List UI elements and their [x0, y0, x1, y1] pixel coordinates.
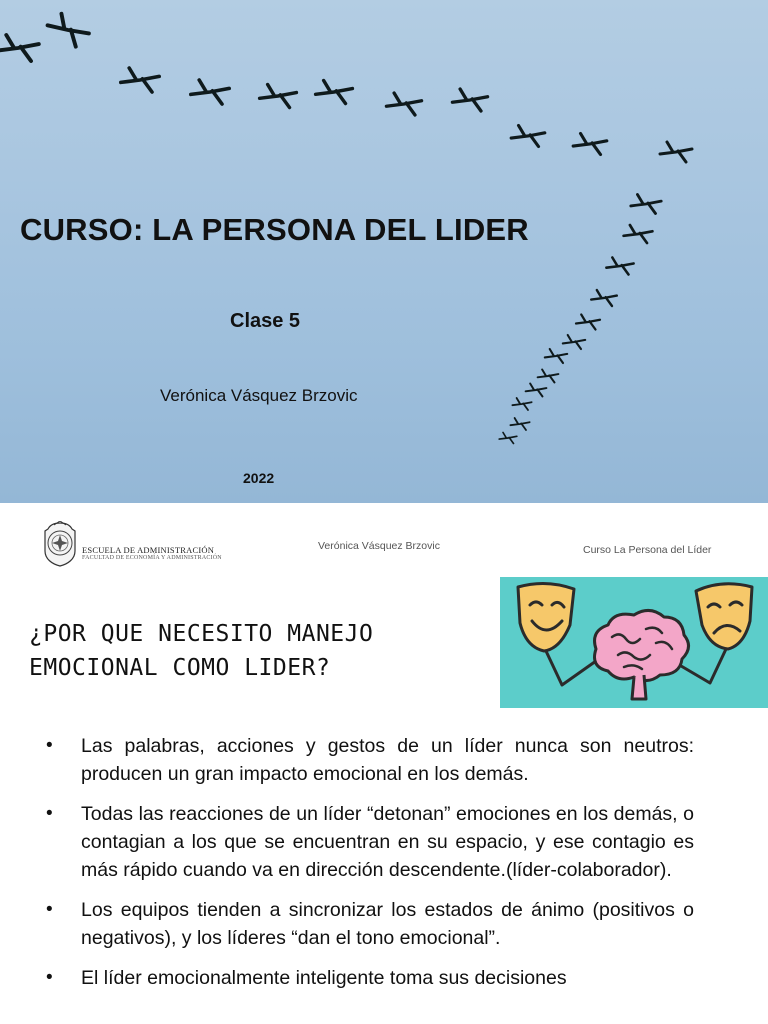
- content-slide: [0, 503, 768, 1024]
- masks-and-brain-icon: [500, 577, 768, 708]
- slide-heading: ¿POR QUE NECESITO MANEJO EMOCIONAL COMO LIDER?: [29, 621, 374, 681]
- geese-flock-horizontal: [0, 11, 692, 162]
- school-logo: [42, 521, 232, 573]
- bullet-item: • El líder emocionalmente inteligente toma sus decisiones: [46, 964, 694, 992]
- emotions-illustration: [500, 577, 768, 708]
- school-name: ESCUELA DE ADMINISTRACIÓN: [82, 545, 215, 555]
- bullet-item: • Todas las reacciones de un líder “detonan” emociones en los demás, o contagian a los que se encuentran en su espacio, y ese contagio es más rápido cuando va en dirección descendente.(líder-colaborador).: [46, 800, 694, 884]
- class-number: Clase 5: [230, 310, 301, 332]
- bullet-item: • Las palabras, acciones y gestos de un líder nunca son neutros: producen un gran impacto emocional en los demás.: [46, 732, 694, 788]
- course-title: CURSO: LA PERSONA DEL LIDER: [20, 212, 529, 247]
- faculty-name: FACULTAD DE ECONOMÍA Y ADMINISTRACIÓN: [82, 555, 222, 561]
- bullet-list: [46, 732, 694, 1004]
- university-seal-icon: [42, 521, 78, 567]
- bullet-item: • Los equipos tienden a sincronizar los estados de ánimo (positivos o negativos), y los líderes “dan el tono emocional”.: [46, 896, 694, 952]
- flying-geese-illustration: [0, 0, 768, 503]
- author-name: Verónica Vásquez Brzovic: [160, 386, 358, 405]
- header-author: Verónica Vásquez Brzovic: [318, 540, 440, 552]
- title-slide: [0, 0, 768, 503]
- year-label: 2022: [243, 470, 275, 486]
- header-course: Curso La Persona del Líder: [583, 544, 712, 556]
